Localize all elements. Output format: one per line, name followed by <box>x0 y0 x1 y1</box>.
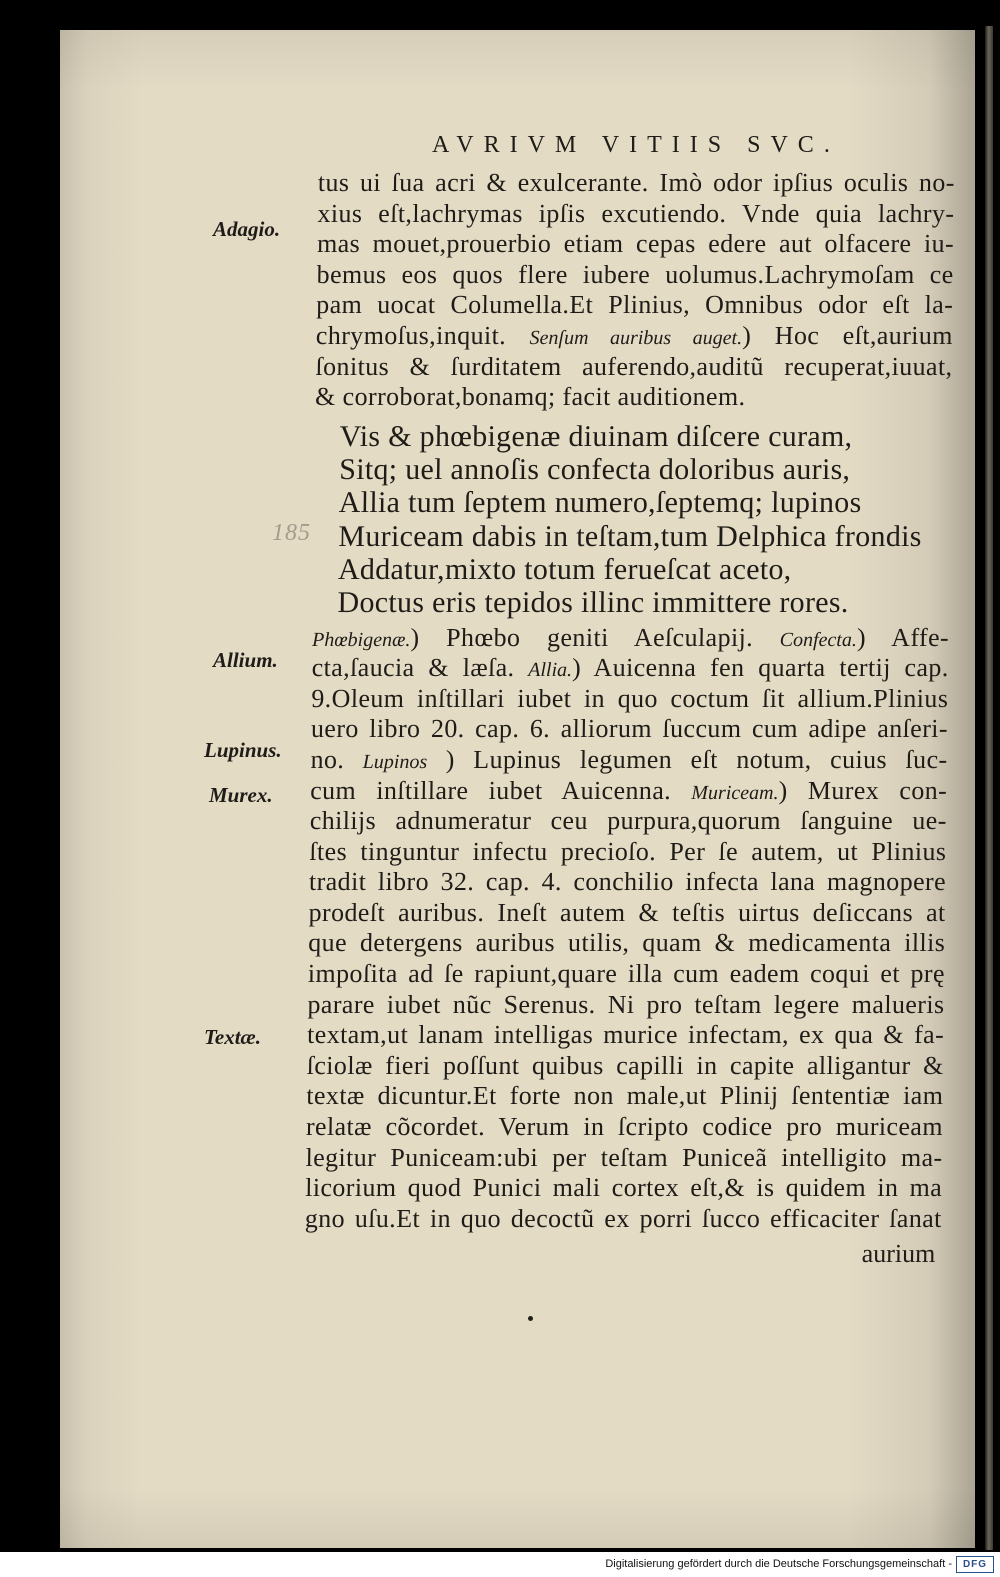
funding-credit: Digitalisierung gefördert durch die Deutsche Forschungsgemeinschaft - <box>605 1558 952 1570</box>
commentary-line <box>316 321 953 352</box>
body-text: parare iubet nũc Serenus. Ni pro teſtam legere malueris <box>307 989 945 1019</box>
body-text: relatæ cõcordet. Verum in ſcripto codice pro muriceam <box>305 1112 944 1142</box>
body-text: ) Hoc eſt,aurium <box>742 320 954 350</box>
body-text: bemus eos quos flere iubere uolumus.Lachrymoſam ce <box>316 259 954 289</box>
lemma-text: Confecta. <box>779 628 858 651</box>
body-text: prodeſt auribus. Ineſt autem & teſtis uirtus deſiccans at <box>308 897 946 927</box>
body-text: textam,ut lanam intelligas murice infectam, ex qua & fa- <box>306 1020 945 1050</box>
body-text: legitur Puniceam:ubi per teſtam Puniceã intelligito ma- <box>305 1142 943 1172</box>
body-text: chrymoſus,inquit. <box>315 320 530 350</box>
commentary-line <box>317 199 954 230</box>
body-text: Sitq; uel annoſis confecta doloribus auris, <box>339 453 851 487</box>
margin-note-adagio: Adagio. <box>213 217 281 241</box>
body-text: textæ dicuntur.Et forte non male,ut Plinij ſententiæ iam <box>306 1081 944 1111</box>
verse-line <box>339 420 951 453</box>
body-text: pam uocat Columella.Et Plinius, Omnibus odor eſt la- <box>316 290 954 320</box>
body-text: ) Phœbo geniti Aeſculapij. <box>410 622 780 652</box>
margin-note-murex: Murex. <box>209 783 273 807</box>
body-text: mas mouet,prouerbio etiam cepas edere aut olfacere iu- <box>316 229 955 259</box>
body-text: tradit libro 32. cap. 4. conchilio infecta lana magnopere <box>308 867 947 897</box>
body-text: uero libro 20. cap. 6. alliorum ſuccum cum adipe anſeri- <box>310 714 949 744</box>
body-text: ) Murex con- <box>778 775 948 805</box>
body-text: impoſita ad ſe rapiunt,quare illa cum eadem coqui et prę <box>307 959 946 989</box>
verse-line <box>337 586 949 619</box>
commentary-block <box>305 623 950 1235</box>
body-text: tus ui ſua acri & exulcerante. Imò odor ipſius oculis no- <box>317 168 955 197</box>
commentary-line <box>308 898 945 929</box>
commentary-line <box>312 623 949 654</box>
verse-block <box>312 420 952 620</box>
handwritten-folio-number: 185 <box>272 520 311 546</box>
commentary-line <box>308 959 945 990</box>
body-text: licorium quod Punici mali cortex eſt,& is quidem in ma <box>305 1173 943 1203</box>
body-text: ſonitus & ſurditatem auferendo,auditũ recuperat,iuuat, <box>315 351 953 381</box>
verse-line <box>338 553 950 586</box>
commentary-line <box>310 776 947 807</box>
commentary-line <box>307 1051 944 1082</box>
body-text: ) Lupinus legumen eſt notum, cuius ſuc- <box>427 744 948 774</box>
body-text: chilijs adnumeratur ceu purpura,quorum ſanguine ue- <box>309 806 947 836</box>
commentary-line <box>306 1081 943 1112</box>
main-text-column <box>304 168 955 1270</box>
body-text: & corroborat,bonamq; facit auditionem. <box>314 382 746 412</box>
lemma-text: Senſum auribus auget. <box>529 326 743 349</box>
commentary-line <box>315 382 952 413</box>
body-text: no. <box>310 744 363 774</box>
body-text: ) Auicenna fen quarta tertij cap. <box>571 653 949 683</box>
commentary-line <box>317 229 954 260</box>
catchword: aurium <box>861 1239 936 1269</box>
verse-line <box>339 486 951 519</box>
body-text: Doctus eris tepidos illinc immittere rores. <box>337 586 849 620</box>
body-text: 9.Oleum inſtillari iubet in quo coctum ſit allium.Plinius <box>311 683 949 713</box>
digitization-footer <box>0 1552 1000 1577</box>
body-text: ſciolæ fieri poſſunt quibus capilli in capite alligantur & <box>306 1050 944 1080</box>
lemma-text: Muriceam. <box>691 781 779 804</box>
verse-line <box>339 453 951 486</box>
commentary-line <box>318 168 955 199</box>
commentary-line <box>310 745 947 776</box>
lemma-text: Phœbigenæ. <box>311 628 411 651</box>
body-text: Allia tum ſeptem numero,ſeptemq; lupinos <box>338 486 862 520</box>
commentary-line <box>310 806 947 837</box>
commentary-line <box>312 653 949 684</box>
verse-line <box>338 520 950 553</box>
commentary-block <box>315 168 955 413</box>
lemma-text: Allia. <box>528 659 573 682</box>
lemma-text: Lupinos <box>362 750 428 773</box>
body-text: Vis & phœbigenæ diuinam diſcere curam, <box>339 419 853 453</box>
facing-page-edge <box>985 26 993 1550</box>
body-text: cta,ſaucia & læſa. <box>311 653 529 683</box>
commentary-line <box>311 684 948 715</box>
commentary-line <box>306 1112 943 1143</box>
body-text: Muriceam dabis in teſtam,tum Delphica frondis <box>338 519 922 553</box>
body-text: que detergens auribus utilis, quam & medicamenta illis <box>308 928 946 958</box>
commentary-line <box>307 1020 944 1051</box>
commentary-line <box>309 867 946 898</box>
body-text: ) Affe- <box>856 622 950 652</box>
commentary-line <box>316 290 953 321</box>
commentary-line <box>307 990 944 1021</box>
commentary-line <box>305 1173 942 1204</box>
body-text: ſtes tinguntur infectu precioſo. Per ſe autem, ut Plinius <box>309 836 947 866</box>
commentary-line <box>308 928 945 959</box>
commentary-line <box>305 1204 942 1235</box>
margin-note-allium: Allium. <box>213 648 278 672</box>
commentary-line <box>305 1143 942 1174</box>
running-head: AVRIVM VITIIS SVC. <box>432 132 840 158</box>
body-text: Addatur,mixto totum ferueſcat aceto, <box>337 552 792 586</box>
commentary-line <box>315 352 952 383</box>
commentary-line <box>309 837 946 868</box>
dfg-logo: DFG <box>956 1556 994 1573</box>
commentary-line <box>311 714 948 745</box>
body-text: xius eſt,lachrymas ipſis excutiendo. Vnde quia lachry- <box>317 198 955 228</box>
body-text: cum inſtillare iubet Auicenna. <box>310 775 692 805</box>
ink-dot <box>528 1316 533 1321</box>
body-text: gno uſu.Et in quo decoctũ ex porri ſucco efficaciter ſanat <box>304 1203 942 1233</box>
margin-note-lupinus: Lupinus. <box>204 738 282 762</box>
margin-note-textae: Textæ. <box>204 1025 261 1049</box>
commentary-line <box>316 260 953 291</box>
